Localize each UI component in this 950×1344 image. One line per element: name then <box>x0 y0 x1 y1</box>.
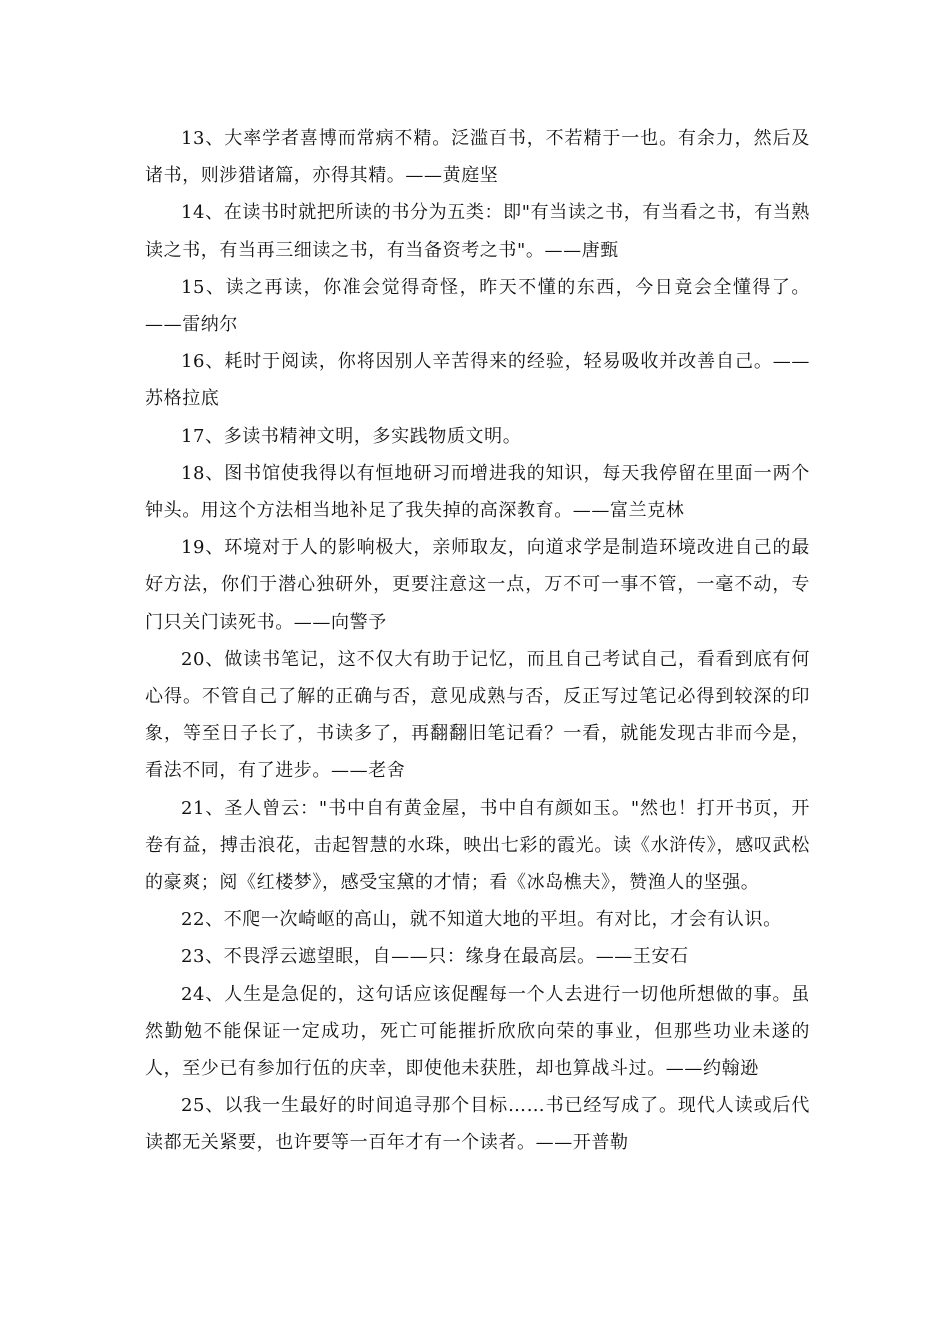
quote-22: 22、不爬一次崎岖的高山，就不知道大地的平坦。有对比，才会有认识。 <box>181 909 782 931</box>
quote-25: 25、以我一生最好的时间追寻那个目标……书已经写成了。现代人读或后代读都无关紧要，也许要等一百年才有一个读者。——开普勒 <box>145 1095 810 1154</box>
quote-20: 20、做读书笔记，这不仅大有助于记忆，而且自己考试自己，看看到底有何心得。不管自己了解的正确与否，意见成熟与否，反正写过笔记必得到较深的印象，等至日子长了，书读多了，再翻翻旧笔记看？一看，就能发现古非而今是，看法不同，有了进步。——老舍 <box>145 648 810 782</box>
quote-15: 15、读之再读，你准会觉得奇怪，昨天不懂的东西，今日竟会全懂得了。——雷纳尔 <box>145 276 810 336</box>
quote-24: 24、人生是急促的，这句话应该促醒每一个人去进行一切他所想做的事。虽然勤勉不能保证一定成功，死亡可能摧折欣欣向荣的事业，但那些功业未遂的人，至少已有参加行伍的庆幸，即使他未获胜，却也算战斗过。——约翰逊 <box>145 983 810 1080</box>
quote-23: 23、不畏浮云遮望眼，自——只：缘身在最高层。——王安石 <box>181 946 689 968</box>
quote-13: 13、大率学者喜博而常病不精。泛滥百书，不若精于一也。有余力，然后及诸书，则涉猎诸篇，亦得其精。——黄庭坚 <box>145 128 810 187</box>
quote-19: 19、环境对于人的影响极大，亲师取友，向道求学是制造环境改进自己的最好方法，你们于潜心独研外，更要注意这一点，万不可一事不管，一毫不动，专门只关门读死书。——向警予 <box>145 537 810 633</box>
quote-16: 16、耗时于阅读，你将因别人辛苦得来的经验，轻易吸收并改善自己。——苏格拉底 <box>145 351 810 410</box>
quote-17: 17、多读书精神文明，多实践物质文明。 <box>181 425 522 447</box>
quote-list <box>145 120 810 1162</box>
quote-14: 14、在读书时就把所读的书分为五类：即"有当读之书，有当看之书，有当熟读之书，有当再三细读之书，有当备资考之书"。——唐甄 <box>145 202 810 261</box>
quote-18: 18、图书馆使我得以有恒地研习而增进我的知识，每天我停留在里面一两个钟头。用这个方法相当地补足了我失掉的高深教育。——富兰克林 <box>145 462 810 522</box>
quote-21: 21、圣人曾云："书中自有黄金屋，书中自有颜如玉。"然也！打开书页，开卷有益，搏击浪花，击起智慧的水珠，映出七彩的霞光。读《水浒传》，感叹武松的豪爽；阅《红楼梦》，感受宝黛的才情；看《冰岛樵夫》，赞渔人的坚强。 <box>145 797 810 894</box>
